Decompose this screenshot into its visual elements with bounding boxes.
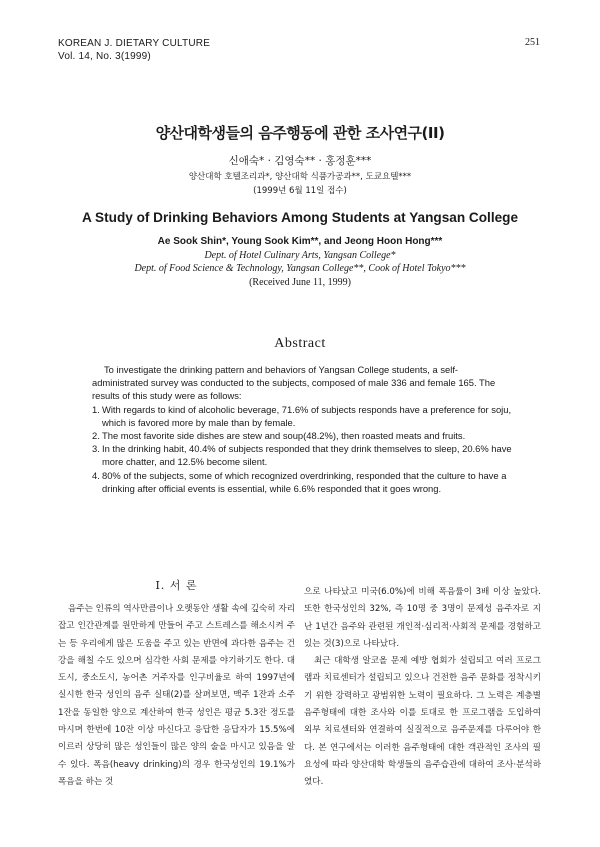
item-text: The most favorite side dishes are stew and soup(48.2%), then roasted meats and fruits. bbox=[102, 430, 466, 442]
item-text: With regards to kind of alcoholic beverage, 71.6% of subjects responds have a preference for soju, which is favored more by male than by female. bbox=[102, 403, 512, 428]
intro-paragraph-2: 최근 대학생 알코올 문제 예방 협회가 설립되고 여러 프로그램과 치료센터가 설립되고 있으나 건전한 음주 문화를 정착시키기 위한 강력하고 광범위한 노력이 필요하다. 그 노력은 계층별 음주형태에 대한 조사와 이를 토대로 한 프로그램을 도입하여 외부 치료센터와 연결하여 실질적으로 음주문제를 다루어야 한다. 본 연구에서는 이러한 음주형태에 대한 객관적인 조사의 필요성에 따라 양산대학 학생들의 음주습관에 대하여 조사·분석하였다. bbox=[304, 656, 541, 788]
english-affiliation-1: Dept. of Hotel Culinary Arts, Yangsan College* bbox=[204, 250, 396, 261]
english-title: A Study of Drinking Behaviors Among Students at Yangsan College bbox=[81, 210, 519, 225]
korean-received-date: (1999년 6월 11일 접수) bbox=[253, 186, 347, 196]
item-text: In the drinking habit, 40.4% of subjects responded that they drink themselves to sleep, 20.6% have more chatter, and 12.5% become silent. bbox=[102, 443, 512, 468]
korean-title: 양산대학생들의 음주행동에 관한 조사연구(II) bbox=[155, 124, 445, 142]
abstract-result-item bbox=[92, 469, 512, 495]
item-number: 1. bbox=[92, 403, 100, 415]
body-column-left bbox=[58, 601, 295, 791]
item-text: 80% of the subjects, some of which recognized overdrinking, responded that the culture to have a drinking after official events is essential, while 6.6% responded that it goes wrong. bbox=[102, 469, 507, 494]
korean-authors: 신애숙* · 김영숙** · 홍정훈*** bbox=[228, 155, 372, 167]
korean-affiliation: 양산대학 호텔조리과*, 양산대학 식품가공과**, 도쿄요텔*** bbox=[188, 172, 412, 182]
journal-info bbox=[58, 37, 210, 63]
journal-volume: Vol. 14, No. 3(1999) bbox=[58, 51, 151, 62]
journal-name: KOREAN J. DIETARY CULTURE bbox=[58, 38, 211, 49]
abstract-result-item bbox=[92, 403, 512, 429]
item-number: 3. bbox=[92, 443, 100, 455]
english-authors: Ae Sook Shin*, Young Sook Kim**, and Jeong Hoon Hong*** bbox=[157, 236, 443, 247]
english-received-date: (Received June 11, 1999) bbox=[249, 277, 351, 288]
abstract-results-list bbox=[92, 403, 512, 495]
item-number: 4. bbox=[92, 469, 100, 481]
item-number: 2. bbox=[92, 430, 100, 442]
intro-paragraph-1-continued: 으로 나타났고 미국(6.0%)에 비해 폭음률이 3배 이상 높았다. 또한 한국성인의 32%, 즉 10명 중 3명이 문제성 음주자로 지난 1년간 음주와 관련된 개인적·심리적·사회적 문제를 경험하고 있는 것(3)으로 나타났다. bbox=[304, 587, 541, 649]
english-affiliation-2: Dept. of Food Science & Technology, Yangsan College**, Cook of Hotel Tokyo*** bbox=[134, 263, 466, 274]
abstract-result-item bbox=[92, 429, 512, 442]
abstract-result-item bbox=[92, 442, 512, 468]
body-column-right bbox=[304, 584, 541, 792]
page-number: 251 bbox=[525, 37, 540, 48]
abstract-heading: Abstract bbox=[274, 336, 326, 351]
abstract-body bbox=[92, 363, 512, 495]
abstract-intro: To investigate the drinking pattern and behaviors of Yangsan College students, a self-administrated survey was conducted to the subjects, composed of male 336 and female 165. The results of this study were as follows: bbox=[92, 364, 496, 402]
introduction-heading: I. 서 론 bbox=[155, 579, 198, 592]
intro-paragraph-1: 음주는 인류의 역사만큼이나 오랫동안 생활 속에 깊숙히 자리잡고 인간관계를 원만하게 만들어 주고 스트레스를 해소시켜 주는 등 우리에게 많은 도움을 주고 있는 반면에 과다한 음주는 건강을 해칠 수도 있으며 심각한 사회 문제를 야기하기도 한다. 대도시, 중소도시, 농어촌 거주자를 인구비율로 하여 1997년에 실시한 한국 성인의 음주 실태(2)를 살펴보면, 맥주 1잔과 소주 1잔을 동일한 양으로 계산하여 한국 성인은 평균 5.3잔 정도를 마시며 한번에 10잔 이상 마신다고 응답한 응답자가 15.5%에 이르러 상당히 많은 성인들이 많은 양의 술을 마시고 있음을 알 수 있다. 폭음(heavy drinking)의 경우 한국성인의 19.1%가 폭음을 하는 것 bbox=[58, 604, 295, 787]
